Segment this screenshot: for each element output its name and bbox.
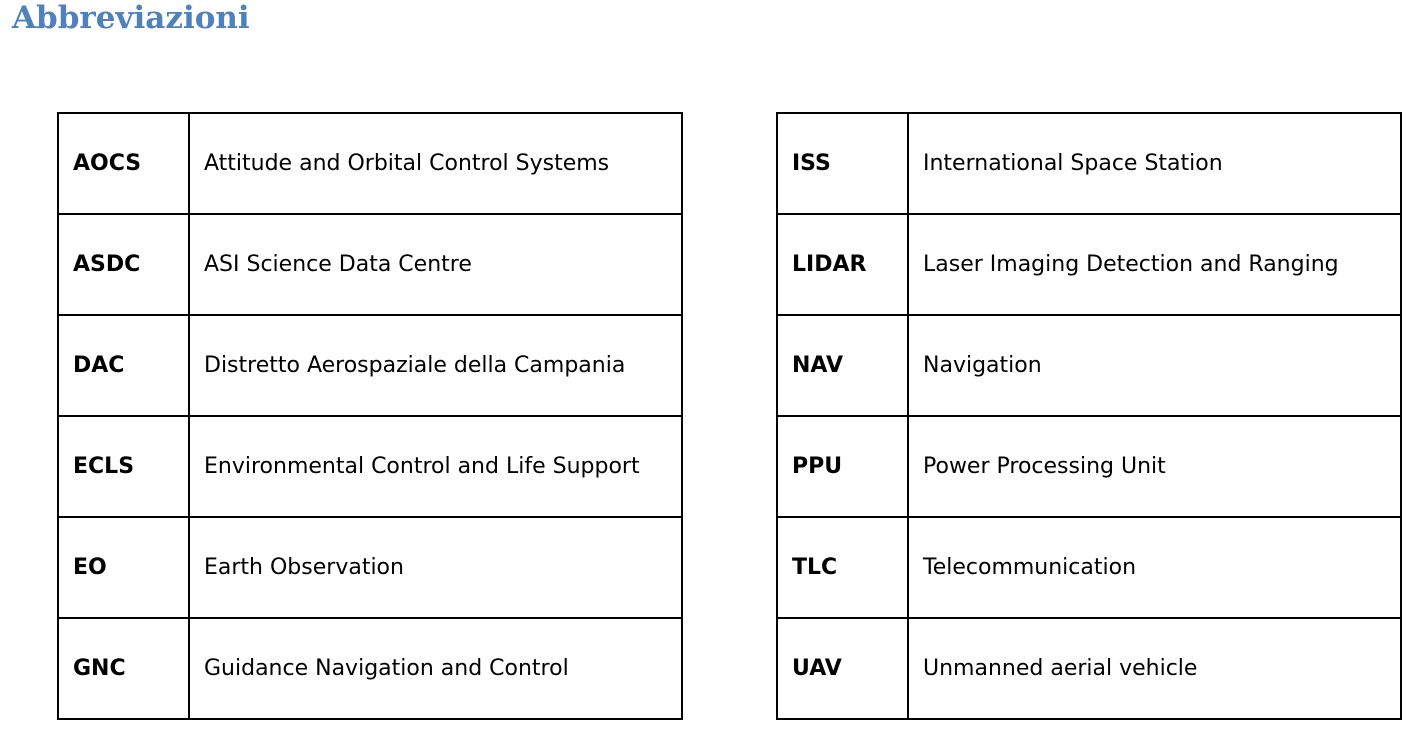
abbreviation-cell: GNC <box>58 618 189 719</box>
definition-cell: Power Processing Unit <box>908 416 1401 517</box>
table-row <box>777 517 1401 618</box>
abbreviation-cell: DAC <box>58 315 189 416</box>
table-row <box>777 618 1401 719</box>
table-row <box>58 113 682 214</box>
abbreviation-cell: UAV <box>777 618 908 719</box>
abbreviation-cell: ECLS <box>58 416 189 517</box>
definition-cell: Attitude and Orbital Control Systems <box>189 113 682 214</box>
table-row <box>777 315 1401 416</box>
definition-cell: Laser Imaging Detection and Ranging <box>908 214 1401 315</box>
definition-cell: Navigation <box>908 315 1401 416</box>
definition-cell: International Space Station <box>908 113 1401 214</box>
table-row <box>58 315 682 416</box>
abbreviation-cell: TLC <box>777 517 908 618</box>
abbreviations-table-right <box>776 112 1402 720</box>
page-title: Abbreviazioni <box>12 0 250 36</box>
abbreviation-cell: NAV <box>777 315 908 416</box>
abbreviations-table-left <box>57 112 683 720</box>
definition-cell: Unmanned aerial vehicle <box>908 618 1401 719</box>
abbreviation-cell: EO <box>58 517 189 618</box>
abbreviation-cell: ISS <box>777 113 908 214</box>
table-row <box>777 214 1401 315</box>
abbreviation-cell: PPU <box>777 416 908 517</box>
abbreviation-cell: LIDAR <box>777 214 908 315</box>
definition-cell: Telecommunication <box>908 517 1401 618</box>
abbreviation-cell: AOCS <box>58 113 189 214</box>
definition-cell: ASI Science Data Centre <box>189 214 682 315</box>
abbreviation-cell: ASDC <box>58 214 189 315</box>
table-row <box>777 113 1401 214</box>
table-row <box>58 416 682 517</box>
table-row <box>777 416 1401 517</box>
definition-cell: Environmental Control and Life Support <box>189 416 682 517</box>
definition-cell: Guidance Navigation and Control <box>189 618 682 719</box>
table-row <box>58 517 682 618</box>
table-row <box>58 618 682 719</box>
definition-cell: Earth Observation <box>189 517 682 618</box>
table-row <box>58 214 682 315</box>
definition-cell: Distretto Aerospaziale della Campania <box>189 315 682 416</box>
